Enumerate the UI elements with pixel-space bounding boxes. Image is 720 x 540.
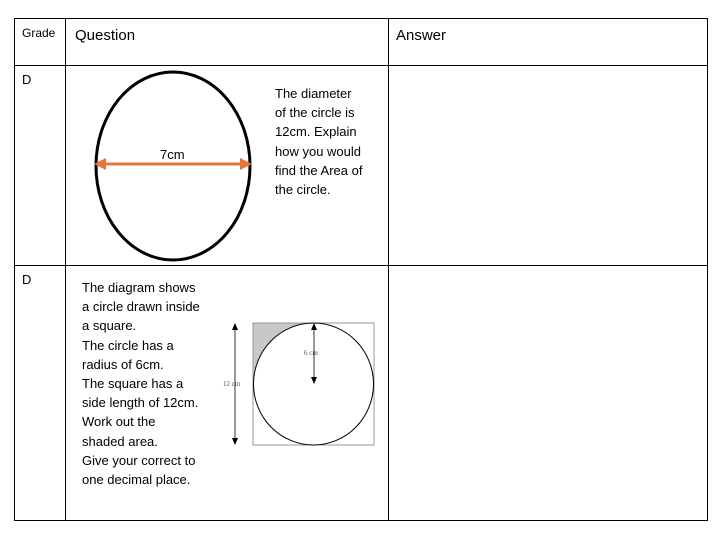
row1-grade: D (22, 72, 32, 87)
question-line: radius of 6cm. (82, 356, 164, 372)
question-line: find the Area of (275, 162, 363, 178)
table-border-top (14, 18, 708, 19)
header-answer: Answer (396, 27, 447, 44)
circle-in-square-diagram (220, 318, 380, 450)
inner-circle (254, 323, 374, 445)
table-border-right (707, 18, 708, 521)
table-border-bottom (14, 520, 708, 521)
question-line: 12cm. Explain (275, 124, 357, 140)
question-line: The diameter (275, 86, 352, 101)
question-line: the circle. (275, 182, 331, 198)
question-line: one decimal place. (82, 472, 191, 488)
question-line: Work out the (82, 414, 156, 430)
question-line: The circle has a (82, 337, 174, 353)
row2-question-text (82, 278, 222, 489)
row1-question-text (275, 84, 385, 199)
question-line: shaded area. (82, 433, 158, 449)
side-label: 12 cm (223, 380, 241, 388)
table-border-left (14, 18, 15, 521)
question-line: of the circle is (275, 105, 355, 121)
circle-diameter-diagram (80, 66, 270, 266)
header-grade: Grade (22, 26, 56, 40)
circle-outline (96, 72, 250, 260)
question-line: Give your correct to (82, 452, 196, 468)
question-line: side length of 12cm. (82, 395, 199, 411)
question-line: a square. (82, 318, 137, 334)
row1-answer-cell (392, 70, 702, 260)
diameter-label: 7cm (160, 147, 185, 162)
question-line: The square has a (82, 376, 184, 392)
header-question: Question (75, 27, 136, 44)
radius-label: 6 cm (304, 349, 318, 357)
answer-column-divider (388, 18, 389, 521)
question-line: The diagram shows (82, 280, 196, 295)
row2-grade: D (22, 272, 32, 287)
question-line: a circle drawn inside (82, 299, 200, 315)
question-line: how you would (275, 143, 361, 159)
grade-column-divider (65, 18, 66, 521)
row2-answer-cell (392, 270, 702, 515)
